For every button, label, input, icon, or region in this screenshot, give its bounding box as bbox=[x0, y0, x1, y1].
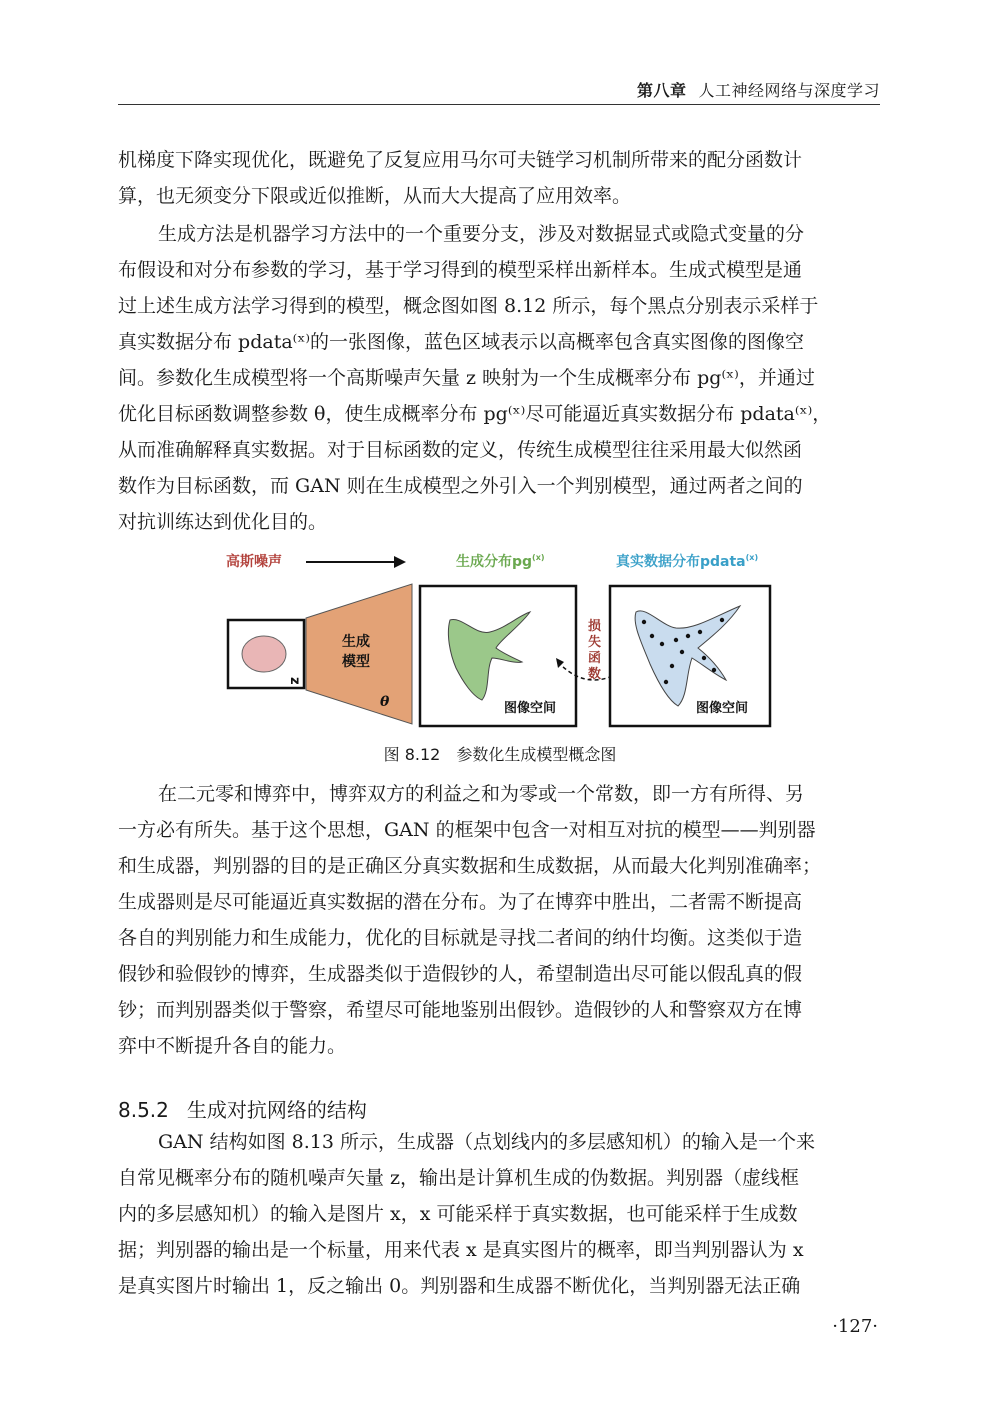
text-line: 内的多层感知机）的输入是图片 x，x 可能采样于真实数据，也可能采样于生成数 bbox=[118, 1203, 798, 1225]
header-chapter: 第八章 bbox=[636, 81, 687, 100]
header-chapter-title: 人工神经网络与深度学习 bbox=[698, 81, 880, 100]
model-label-line1: 生成 bbox=[342, 634, 370, 650]
running-header bbox=[118, 76, 880, 100]
text-line: 弈中不断提升各自的能力。 bbox=[118, 1035, 347, 1057]
figure-caption: 图 8.12 参数化生成模型概念图 bbox=[383, 745, 617, 764]
text-line: 一方必有所失。基于这个思想，GAN 的框架中包含一对相互对抗的模型——判别器 bbox=[118, 819, 816, 841]
text-line: 自常见概率分布的随机噪声矢量 z，输出是计算机生成的伪数据。判别器（虚线框 bbox=[118, 1167, 800, 1189]
paragraph-1 bbox=[118, 142, 882, 214]
image-space-label-2: 图像空间 bbox=[696, 701, 749, 716]
paragraph-3 bbox=[118, 776, 882, 1064]
header-title bbox=[637, 78, 880, 101]
noise-arrow-head bbox=[394, 556, 406, 568]
paragraph-4 bbox=[118, 1124, 882, 1304]
svg-text:损: 损 bbox=[588, 619, 602, 634]
text-line: 据；判别器的输出是一个标量，用来代表 x 是真实图片的概率，即当判别器认为 x bbox=[118, 1239, 804, 1261]
noise-circle bbox=[242, 636, 286, 672]
text-line: 布假设和对分布参数的学习，基于学习得到的模型采样出新样本。生成式模型是通 bbox=[118, 259, 803, 281]
text-line: 假钞和验假钞的博弈，生成器类似于造假钞的人，希望制造出尽可能以假乱真的假 bbox=[118, 963, 803, 985]
text-line: 机梯度下降实现优化，既避免了反复应用马尔可夫链学习机制所带来的配分函数计 bbox=[118, 149, 803, 171]
text-line: 各自的判别能力和生成能力，优化的目标就是寻找二者间的纳什均衡。这类似于造 bbox=[118, 927, 803, 949]
text-line: 真实数据分布 pdata⁽ˣ⁾的一张图像，蓝色区域表示以高概率包含真实图像的图像空 bbox=[118, 331, 805, 353]
text-line: 生成方法是机器学习方法中的一个重要分支，涉及对数据显式或隐式变量的分 bbox=[158, 223, 805, 245]
section-heading bbox=[118, 1094, 367, 1123]
text-line: 和生成器，判别器的目的是正确区分真实数据和生成数据，从而最大化判别准确率； bbox=[118, 855, 822, 877]
text-line: 对抗训练达到优化目的。 bbox=[118, 511, 328, 533]
real-dist-label: 真实数据分布pdata$^{(x)}$ bbox=[616, 553, 759, 570]
text-line: 数作为目标函数，而 GAN 则在生成模型之外引入一个判别模型，通过两者之间的 bbox=[118, 475, 803, 497]
text-line: 是真实图片时输出 1，反之输出 0。判别器和生成器不断优化，当判别器无法正确 bbox=[118, 1275, 801, 1297]
svg-text:失: 失 bbox=[588, 635, 602, 650]
paragraph-2 bbox=[118, 216, 882, 540]
image-space-label-1: 图像空间 bbox=[504, 701, 557, 716]
section-number: 8.5.2 bbox=[118, 1098, 169, 1122]
header-rule bbox=[118, 104, 880, 105]
figure-8-12 bbox=[200, 540, 800, 772]
z-label: z bbox=[287, 677, 302, 685]
text-line: 从而准确解释真实数据。对于目标函数的定义，传统生成模型往往采用最大似然函 bbox=[118, 439, 803, 461]
page-number: ·127· bbox=[832, 1316, 878, 1337]
text-line: 生成器则是尽可能逼近真实数据的潜在分布。为了在博弈中胜出，二者需不断提高 bbox=[118, 891, 803, 913]
text-line: 钞；而判别器类似于警察，希望尽可能地鉴别出假钞。造假钞的人和警察双方在博 bbox=[118, 999, 803, 1021]
gen-dist-label: 生成分布$pg^{(x)}$ bbox=[456, 553, 545, 570]
section-title: 生成对抗网络的结构 bbox=[186, 1098, 367, 1122]
text-line: 算，也无须变分下限或近似推断，从而大大提高了应用效率。 bbox=[118, 185, 632, 207]
loss-function-label bbox=[588, 618, 601, 682]
svg-text:数: 数 bbox=[588, 667, 602, 682]
text-line: 优化目标函数调整参数 θ，使生成概率分布 pg⁽ˣ⁾尽可能逼近真实数据分布 pdata⁽ˣ⁾， bbox=[118, 403, 832, 425]
text-line: GAN 结构如图 8.13 所示，生成器（点划线内的多层感知机）的输入是一个来 bbox=[158, 1131, 815, 1153]
model-label-line2: 模型 bbox=[342, 654, 370, 670]
theta-label: θ bbox=[380, 694, 390, 710]
noise-label: 高斯噪声 bbox=[226, 554, 282, 570]
text-line: 过上述生成方法学习得到的模型，概念图如图 8.12 所示，每个黑点分别表示采样于 bbox=[118, 295, 819, 317]
text-line: 在二元零和博弈中，博弈双方的利益之和为零或一个常数，即一方有所得、另 bbox=[158, 783, 805, 805]
text-line: 间。参数化生成模型将一个高斯噪声矢量 z 映射为一个生成概率分布 pg⁽ˣ⁾，并通过 bbox=[118, 367, 815, 389]
svg-text:函: 函 bbox=[588, 651, 602, 666]
